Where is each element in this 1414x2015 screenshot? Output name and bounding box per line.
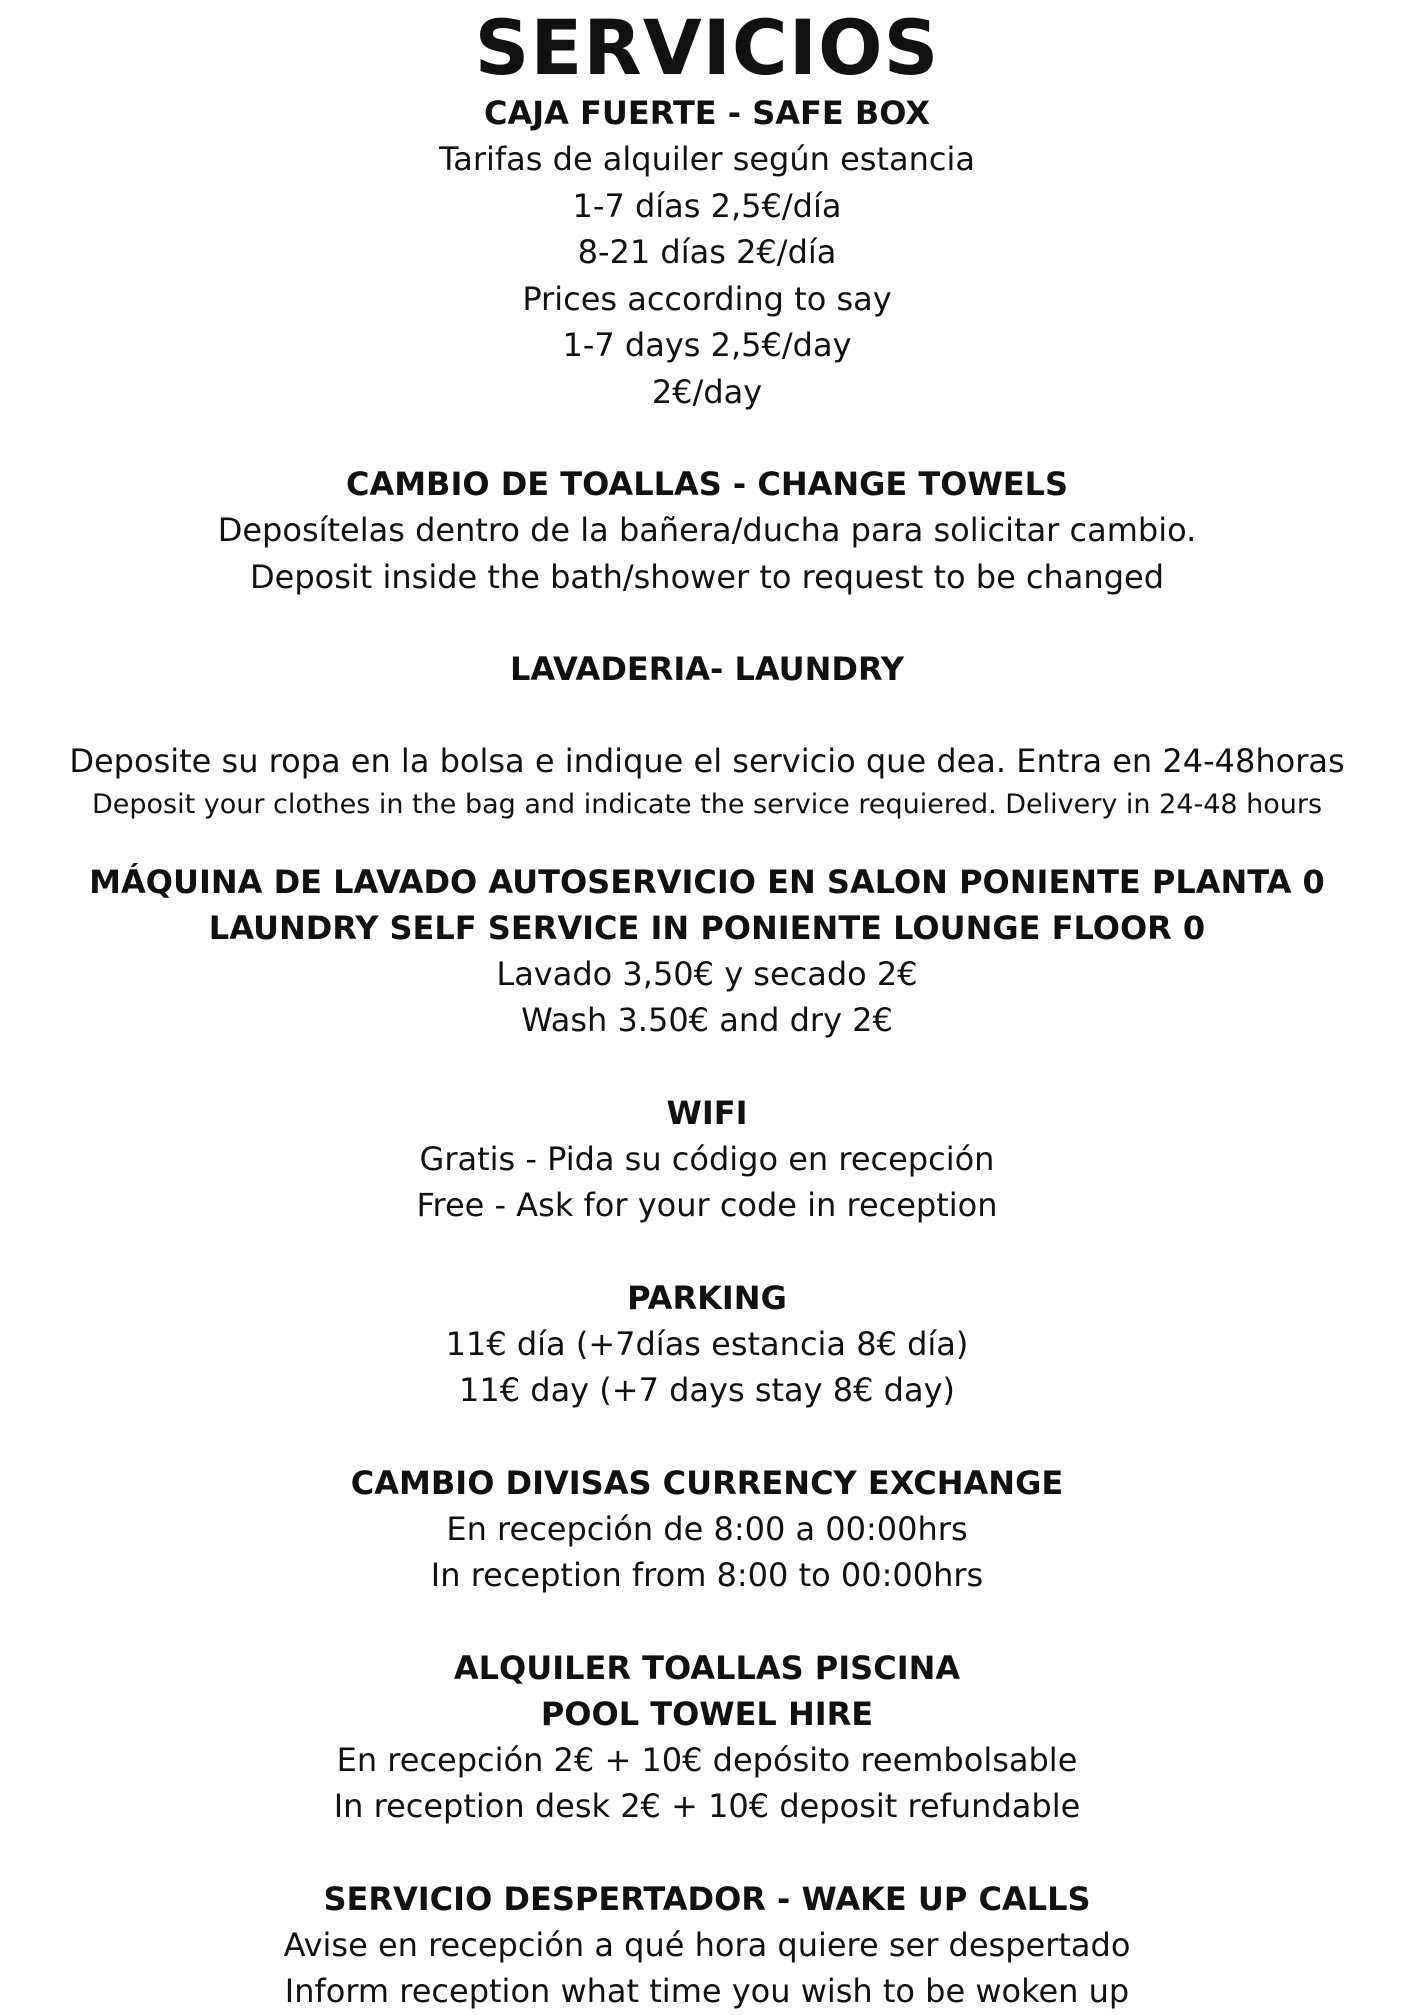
section-line: Gratis - Pida su código en recepción [419,1139,995,1178]
section-line: Deposit inside the bath/shower to request to be changed [250,557,1164,596]
section-line: Wash 3.50€ and dry 2€ [521,1001,893,1039]
section-heading: CAJA FUERTE - SAFE BOX [483,94,930,132]
section-heading: CAMBIO DE TOALLAS - CHANGE TOWELS [345,465,1069,503]
section-line: Tarifas de alquiler según estancia [439,140,975,178]
section-line: Avise en recepción a qué hora quiere ser despertado [283,1925,1131,1964]
page-title: SERVICIOS [474,3,940,92]
section-heading-secondary: POOL TOWEL HIRE [540,1694,874,1733]
section-line: Free - Ask for your code in reception [416,1186,998,1224]
section-line: 8-21 días 2€/día [577,233,837,271]
section-heading: CAMBIO DIVISAS CURRENCY EXCHANGE [350,1463,1064,1502]
section-heading: WIFI [666,1093,748,1132]
section-line: Deposítelas dentro de la bañera/ducha para solicitar cambio. [217,511,1197,549]
section-heading-secondary: LAUNDRY SELF SERVICE IN PONIENTE LOUNGE FLOOR 0 [208,908,1206,947]
section-line: 2€/day [651,372,763,411]
section-line: En recepción 2€ + 10€ depósito reembolsable [336,1740,1078,1779]
section-heading: PARKING [627,1278,787,1317]
section-safe-box [0,90,1414,415]
section-line: 1-7 days 2,5€/day [562,326,852,364]
section-line: Lavado 3,50€ y secado 2€ [496,954,918,993]
section-laundry [0,646,1414,825]
section-heading: SERVICIO DESPERTADOR - WAKE UP CALLS [323,1879,1091,1918]
section-currency-exchange [0,1460,1414,1599]
section-wifi [0,1090,1414,1229]
section-line: 11€ día (+7días estancia 8€ día) [445,1324,969,1363]
section-line: Prices according to say [522,279,892,318]
section-self-service-laundry [0,859,1414,1044]
section-line: Deposite su ropa en la bolsa e indique el servicio que dea. Entra en 24-48horas [69,742,1345,780]
section-line: In reception from 8:00 to 00:00hrs [430,1556,984,1594]
section-line: Inform reception what time you wish to be woken up [284,1972,1130,2010]
section-heading: MÁQUINA DE LAVADO AUTOSERVICIO EN SALON PONIENTE PLANTA 0 [89,862,1325,901]
section-line: 11€ day (+7 days stay 8€ day) [459,1371,955,1409]
section-line: Deposit your clothes in the bag and indicate the service requiered. Delivery in 24-48 hours [91,788,1323,820]
section-line: En recepción de 8:00 a 00:00hrs [446,1509,968,1548]
section-line: In reception desk 2€ + 10€ deposit refundable [333,1787,1081,1825]
section-heading: LAVADERIA- LAUNDRY [509,650,905,688]
section-wake-up-calls [0,1876,1414,2015]
section-change-towels [0,461,1414,600]
section-parking [0,1275,1414,1414]
section-line: 1-7 días 2,5€/día [572,186,842,225]
section-heading: ALQUILER TOALLAS PISCINA [453,1648,961,1687]
section-pool-towel-hire [0,1645,1414,1830]
